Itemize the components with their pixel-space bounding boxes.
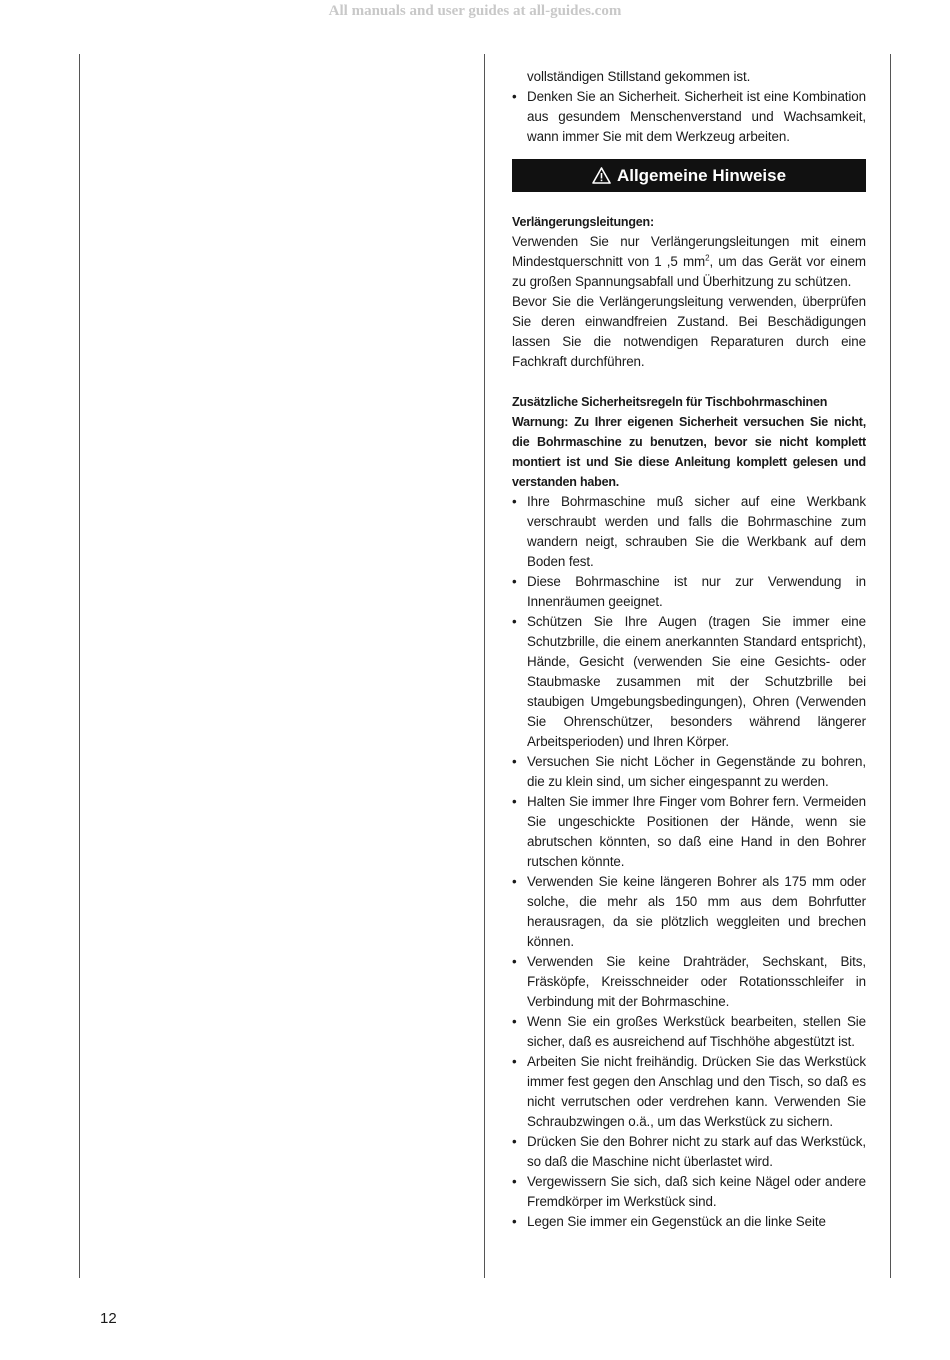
list-item: • Drücken Sie den Bohrer nicht zu stark auf das Werkstück, so daß die Maschine nicht überlastet wird. — [512, 1134, 866, 1169]
bullet-icon: • — [512, 1214, 517, 1229]
bullet-icon: • — [512, 614, 517, 629]
middle-rule — [484, 54, 485, 1278]
page-number: 12 — [100, 1310, 117, 1327]
bullet-icon: • — [512, 1054, 517, 1069]
banner-title: Allgemeine Hinweise — [616, 165, 787, 185]
right-rule — [890, 54, 891, 1278]
bullet-icon: • — [512, 1014, 517, 1029]
extension-heading: Verlängerungsleitungen: — [512, 215, 654, 229]
list-item: • Halten Sie immer Ihre Finger vom Bohrer fern. Vermeiden Sie ungeschickte Positionen der Hände, wenn sie abrutschen könnten, so daß eine Hand in den Bohrer rutschen könnte. — [512, 794, 866, 869]
extension-paragraph-1: Verwenden Sie nur Verlängerungsleitungen mit einem Mindestquerschnitt von 1 ,5 $mm^2$, um das Gerät vor einem zu großen Spannungsabfall und Überhitzung zu schützen. — [512, 234, 866, 289]
warning-triangle-icon — [592, 167, 611, 184]
bullet-icon: • — [512, 1134, 517, 1149]
bullet-icon: • — [512, 874, 517, 889]
list-item: • Diese Bohrmaschine ist nur zur Verwendung in Innenräumen geeignet. — [512, 574, 866, 609]
list-item: • Verwenden Sie keine längeren Bohrer als 175 mm oder solche, die mehr als 150 mm aus dem Bohrfutter herausragen, da sie plötzlich weggleiten und brechen können. — [512, 874, 866, 949]
right-column — [512, 67, 866, 1232]
list-item: • Schützen Sie Ihre Augen (tragen Sie immer eine Schutzbrille, die einem anerkannten Standard entspricht), Hände, Gesicht (verwenden Sie eine Gesichts- oder Staubmaske zusammen mit der Schutzbrille bei staubigen Umgebungsbedingungen), Ohren (Verwenden Sie Ohrenschützer, besonders während längerer Arbeitsperioden) und Ihren Körper. — [512, 614, 866, 749]
left-rule — [79, 54, 80, 1278]
bullet-icon: • — [512, 794, 517, 809]
bullet-icon: • — [512, 1174, 517, 1189]
list-item: • Legen Sie immer ein Gegenstück an die linke Seite — [512, 1212, 866, 1232]
bullet-icon: • — [512, 574, 517, 589]
safety-list — [512, 492, 866, 1232]
list-item: • Wenn Sie ein großes Werkstück bearbeiten, stellen Sie sicher, daß es ausreichend auf Tischhöhe abgestützt ist. — [512, 1014, 866, 1049]
list-item: • Arbeiten Sie nicht freihändig. Drücken Sie das Werkstück immer fest gegen den Anschlag und den Tisch, so daß es nicht verrutschen oder verdrehen kann. Verwenden Sie Schraubzwingen o.ä., um das Werkstück zu sichern. — [512, 1054, 866, 1129]
continued-line: vollständigen Stillstand gekommen ist. — [527, 69, 751, 84]
list-item: • Versuchen Sie nicht Löcher in Gegenstände zu bohren, die zu klein sind, um sicher eingespannt zu werden. — [512, 754, 866, 789]
warning-paragraph: Warnung: Zu Ihrer eigenen Sicherheit versuchen Sie nicht, die Bohrmaschine zu benutzen, bevor sie nicht komplett montiert ist und Sie diese Anleitung komplett gelesen und verstanden haben. — [512, 415, 866, 489]
bullet-icon: • — [512, 494, 517, 509]
list-item — [512, 87, 866, 147]
watermark: All manuals and user guides at all-guides.com — [328, 3, 622, 19]
list-item-text: Denken Sie an Sicherheit. Sicherheit ist eine Kombination aus gesundem Menschenverstand und Wachsamkeit, wann immer Sie mit dem Werkzeug arbeiten. — [527, 89, 866, 144]
bullet-icon: • — [512, 89, 517, 104]
additional-heading: Zusätzliche Sicherheitsregeln für Tischbohrmaschinen — [512, 395, 828, 409]
section-banner — [512, 159, 866, 192]
list-item: • Verwenden Sie keine Drahträder, Sechskant, Bits, Fräsköpfe, Kreisschneider oder Rotationsschleifer in Verbindung mit der Bohrmaschine. — [512, 954, 866, 1009]
bullet-icon: • — [512, 754, 517, 769]
extension-paragraph-2: Bevor Sie die Verlängerungsleitung verwenden, überprüfen Sie deren einwandfreien Zustand. Bei Beschädigungen lassen Sie die notwendigen Reparaturen durch eine Fachkraft durchführen. — [512, 294, 866, 369]
bullet-icon: • — [512, 954, 517, 969]
list-item: • Vergewissern Sie sich, daß sich keine Nägel oder andere Fremdkörper im Werkstück sind. — [512, 1174, 866, 1209]
list-item: • Ihre Bohrmaschine muß sicher auf eine Werkbank verschraubt werden und falls die Bohrmaschine zum wandern neigt, schrauben Sie die Werkbank auf dem Boden fest. — [512, 494, 866, 569]
